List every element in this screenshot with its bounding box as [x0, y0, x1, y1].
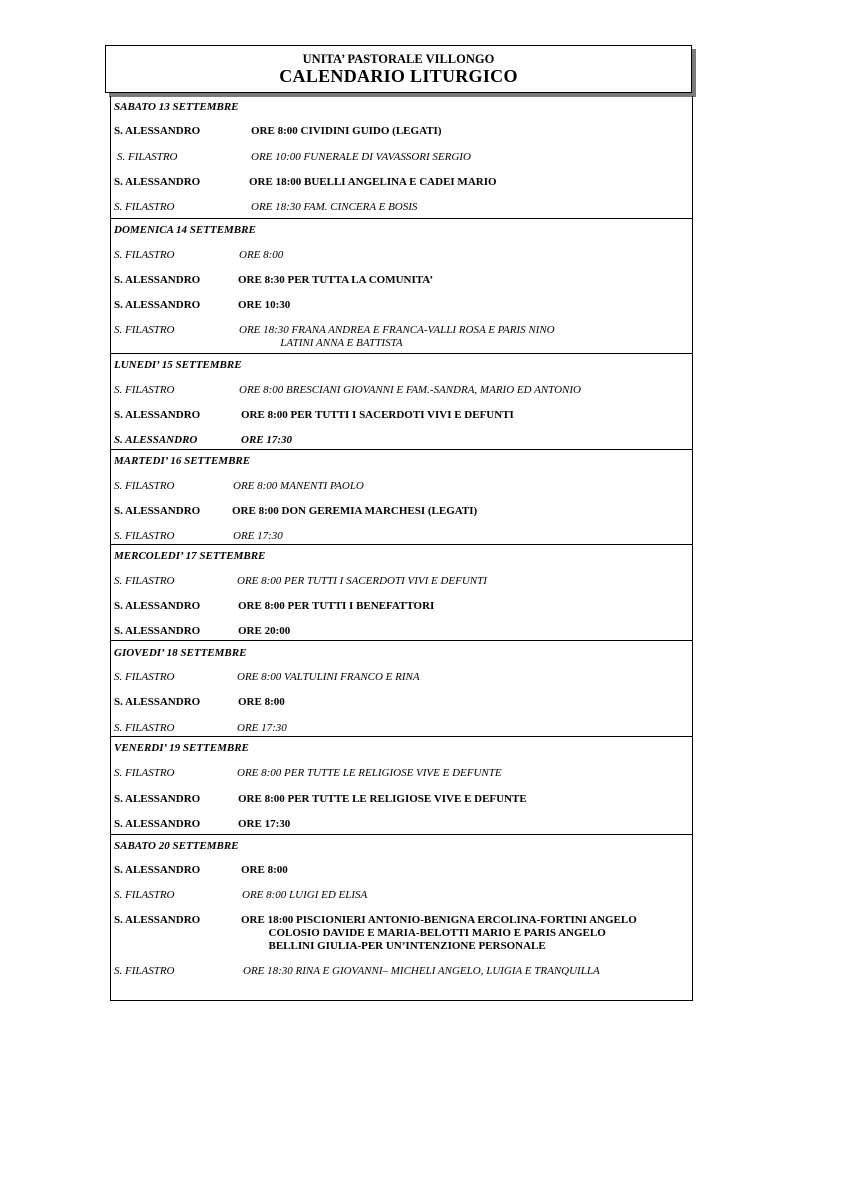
- church-name: S. ALESSANDRO: [114, 176, 201, 188]
- day-title: SABATO 13 SETTEMBRE: [114, 101, 239, 113]
- day-section: [111, 640, 692, 736]
- church-name: S. FILASTRO: [114, 384, 175, 396]
- day-section: [111, 218, 692, 353]
- church-name: S. FILASTRO: [114, 889, 175, 901]
- mass-time-intention: ORE 8:00: [241, 864, 288, 876]
- church-name: S. ALESSANDRO: [114, 505, 201, 517]
- mass-time-intention: ORE 8:00 MANENTI PAOLO: [233, 480, 364, 492]
- church-name: S. ALESSANDRO: [114, 409, 201, 421]
- church-name: S. FILASTRO: [114, 530, 175, 542]
- church-name: S. ALESSANDRO: [114, 818, 201, 830]
- mass-time-intention: ORE 8:00 LUIGI ED ELISA: [242, 889, 368, 901]
- church-name: S. ALESSANDRO: [114, 434, 198, 446]
- day-section: [111, 834, 692, 1001]
- church-name: S. ALESSANDRO: [114, 793, 201, 805]
- mass-time-intention: ORE 8:00 PER TUTTE LE RELIGIOSE VIVE E DEFUNTE: [237, 767, 502, 779]
- day-title: GIOVEDI’ 18 SETTEMBRE: [114, 647, 247, 659]
- church-name: S. FILASTRO: [117, 151, 178, 163]
- mass-time-intention: ORE 8:00: [239, 249, 284, 261]
- church-name: S. ALESSANDRO: [114, 696, 201, 708]
- church-name: S. FILASTRO: [114, 722, 175, 734]
- church-name: S. FILASTRO: [114, 575, 175, 587]
- day-section: [111, 96, 692, 218]
- mass-time-intention: ORE 18:30 RINA E GIOVANNI– MICHELI ANGELO, LUIGIA E TRANQUILLA: [243, 965, 600, 977]
- mass-time-intention: ORE 10:30: [238, 299, 291, 311]
- mass-time-intention: ORE 18:00 BUELLI ANGELINA E CADEI MARIO: [249, 176, 497, 188]
- mass-time-intention: ORE 20:00: [238, 625, 291, 637]
- mass-time-intention: ORE 8:30 PER TUTTA LA COMUNITA’: [238, 274, 434, 286]
- church-name: S. ALESSANDRO: [114, 914, 201, 926]
- church-name: S. ALESSANDRO: [114, 600, 201, 612]
- mass-time-intention: ORE 8:00 DON GEREMIA MARCHESI (LEGATI): [232, 505, 478, 517]
- calendar-header: [105, 45, 692, 93]
- calendar-table: [110, 96, 693, 1001]
- mass-time-intention: ORE 18:30 FRANA ANDREA E FRANCA-VALLI ROSA E PARIS NINO LATINI ANNA E BATTISTA: [239, 324, 555, 349]
- church-name: S. ALESSANDRO: [114, 864, 201, 876]
- parish-unit-title: UNITA’ PASTORALE VILLONGO: [302, 52, 495, 66]
- day-section: [111, 544, 692, 640]
- church-name: S. FILASTRO: [114, 480, 175, 492]
- day-title: VENERDI’ 19 SETTEMBRE: [114, 742, 249, 754]
- day-title: LUNEDI’ 15 SETTEMBRE: [114, 359, 242, 371]
- day-section: [111, 449, 692, 544]
- mass-time-intention: ORE 8:00 BRESCIANI GIOVANNI E FAM.-SANDRA, MARIO ED ANTONIO: [239, 384, 581, 396]
- mass-time-intention: ORE 8:00: [238, 696, 285, 708]
- day-section: [111, 736, 692, 834]
- mass-time-intention: ORE 8:00 PER TUTTI I SACERDOTI VIVI E DEFUNTI: [237, 575, 487, 587]
- church-name: S. ALESSANDRO: [114, 125, 201, 137]
- church-name: S. FILASTRO: [114, 201, 175, 213]
- mass-time-intention: ORE 8:00 PER TUTTI I BENEFATTORI: [238, 600, 435, 612]
- day-title: MERCOLEDI’ 17 SETTEMBRE: [114, 550, 266, 562]
- church-name: S. FILASTRO: [114, 965, 175, 977]
- church-name: S. FILASTRO: [114, 324, 175, 336]
- calendar-title: CALENDARIO LITURGICO: [279, 66, 518, 86]
- mass-time-intention: ORE 8:00 PER TUTTI I SACERDOTI VIVI E DEFUNTI: [241, 409, 514, 421]
- day-title: SABATO 20 SETTEMBRE: [114, 840, 239, 852]
- mass-time-intention: ORE 18:00 PISCIONIERI ANTONIO-BENIGNA ERCOLINA-FORTINI ANGELO COLOSIO DAVIDE E MARIA-BELOTTI MARIO E PARIS ANGELO BELLINI GIULIA-PER UN’INTENZIONE PERSONALE: [241, 914, 637, 952]
- mass-time-intention: ORE 10:00 FUNERALE DI VAVASSORI SERGIO: [251, 151, 471, 163]
- mass-time-intention: ORE 8:00 PER TUTTE LE RELIGIOSE VIVE E DEFUNTE: [238, 793, 527, 805]
- day-title: DOMENICA 14 SETTEMBRE: [114, 224, 256, 236]
- church-name: S. ALESSANDRO: [114, 274, 201, 286]
- church-name: S. FILASTRO: [114, 767, 175, 779]
- mass-time-intention: ORE 18:30 FAM. CINCERA E BOSIS: [251, 201, 418, 213]
- mass-time-intention: ORE 17:30: [241, 434, 293, 446]
- mass-time-intention: ORE 8:00 VALTULINI FRANCO E RINA: [237, 671, 420, 683]
- church-name: S. ALESSANDRO: [114, 625, 201, 637]
- church-name: S. FILASTRO: [114, 249, 175, 261]
- day-section: [111, 353, 692, 449]
- day-title: MARTEDI’ 16 SETTEMBRE: [114, 455, 251, 467]
- mass-time-intention: ORE 8:00 CIVIDINI GUIDO (LEGATI): [251, 125, 442, 137]
- church-name: S. ALESSANDRO: [114, 299, 201, 311]
- mass-time-intention: ORE 17:30: [233, 530, 283, 542]
- mass-time-intention: ORE 17:30: [238, 818, 291, 830]
- church-name: S. FILASTRO: [114, 671, 175, 683]
- mass-time-intention: ORE 17:30: [237, 722, 287, 734]
